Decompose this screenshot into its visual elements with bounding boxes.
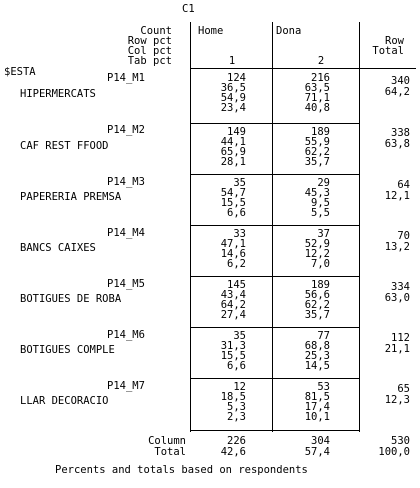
dona-row-pct: 56,6 (304, 289, 330, 301)
home-row-pct: 43,4 (220, 289, 246, 301)
row-code: P14_M5 (107, 278, 145, 290)
home-count: 35 (233, 177, 246, 189)
column-code-1: 1 (228, 55, 236, 67)
dona-tab-pct: 40,8 (304, 102, 330, 114)
row-rule (190, 378, 360, 379)
row-code: P14_M1 (107, 72, 145, 84)
home-row-pct: 47,1 (220, 238, 246, 250)
dona-row-pct: 63,5 (304, 82, 330, 94)
dona-row-pct: 68,8 (304, 340, 330, 352)
row-total-pct: 12,3 (384, 394, 410, 406)
row-total-count: 338 (391, 127, 410, 139)
stat-label-row-pct: Row pct (127, 35, 172, 47)
row-total-count: 340 (391, 75, 410, 87)
dona-count: 216 (311, 72, 330, 84)
home-row-pct: 54,7 (220, 187, 246, 199)
column-divider-middle (272, 22, 273, 432)
home-count: 35 (233, 330, 246, 342)
column-label-dona: Dona (276, 25, 302, 37)
dona-col-pct: 9,5 (311, 197, 330, 209)
grand-total: 530 (391, 435, 410, 447)
home-row-pct: 44,1 (220, 136, 246, 148)
dona-column-total: 304 (311, 435, 330, 447)
dona-count: 77 (317, 330, 330, 342)
row-total-pct: 63,8 (384, 138, 410, 150)
row-rule (190, 430, 360, 431)
dona-tab-pct: 35,7 (304, 156, 330, 168)
row-label: BOTIGUES DE ROBA (20, 293, 122, 305)
row-total-count: 70 (397, 230, 410, 242)
dona-col-pct: 25,3 (304, 350, 330, 362)
total-label: Total (154, 446, 186, 458)
row-total-label-1: Row (385, 35, 404, 47)
home-col-pct: 65,9 (220, 146, 246, 158)
dona-col-pct: 17,4 (304, 401, 330, 413)
grand-total-pct: 100,0 (378, 446, 410, 458)
home-tab-pct: 6,6 (227, 360, 246, 372)
dona-count: 37 (317, 228, 330, 240)
row-label: BANCS CAIXES (20, 242, 96, 254)
row-total-count: 64 (397, 179, 410, 191)
row-rule (190, 276, 360, 277)
dona-col-pct: 71,1 (304, 92, 330, 104)
dona-col-pct: 62,2 (304, 299, 330, 311)
home-row-pct: 36,5 (220, 82, 246, 94)
column-total-label: Column (148, 435, 186, 447)
row-label: LLAR DECORACIO (20, 395, 109, 407)
stat-label-col-pct: Col pct (127, 45, 172, 57)
home-col-pct: 15,5 (220, 197, 246, 209)
home-col-pct: 64,2 (220, 299, 246, 311)
column-code-2: 2 (317, 55, 325, 67)
row-rule (190, 327, 360, 328)
row-label: CAF REST FFOOD (20, 140, 109, 152)
home-column-pct: 42,6 (220, 446, 246, 458)
home-count: 145 (227, 279, 246, 291)
row-total-pct: 21,1 (384, 343, 410, 355)
row-code: P14_M6 (107, 329, 145, 341)
dona-row-pct: 55,9 (304, 136, 330, 148)
dona-count: 29 (317, 177, 330, 189)
dona-col-pct: 12,2 (304, 248, 330, 260)
row-code: P14_M4 (107, 227, 145, 239)
home-tab-pct: 6,6 (227, 207, 246, 219)
column-label-home: Home (198, 25, 224, 37)
stat-label-count: Count (140, 25, 172, 37)
row-code: P14_M2 (107, 124, 145, 136)
home-col-pct: 15,5 (220, 350, 246, 362)
row-total-pct: 13,2 (384, 241, 410, 253)
dona-col-pct: 62,2 (304, 146, 330, 158)
row-label: BOTIGUES COMPLE (20, 344, 115, 356)
home-tab-pct: 23,4 (220, 102, 246, 114)
home-col-pct: 54,9 (220, 92, 246, 104)
home-tab-pct: 6,2 (227, 258, 246, 270)
row-total-count: 65 (397, 383, 410, 395)
row-variable-name: $ESTA (4, 66, 36, 78)
home-col-pct: 5,3 (227, 401, 246, 413)
home-tab-pct: 27,4 (220, 309, 246, 321)
footnote: Percents and totals based on respondents (55, 464, 308, 476)
stat-label-tab-pct: Tab pct (127, 55, 172, 67)
row-total-pct: 64,2 (384, 86, 410, 98)
dona-count: 189 (311, 126, 330, 138)
home-row-pct: 31,3 (220, 340, 246, 352)
home-tab-pct: 28,1 (220, 156, 246, 168)
column-variable-name: C1 (182, 3, 195, 15)
dona-tab-pct: 10,1 (304, 411, 330, 423)
dona-column-pct: 57,4 (304, 446, 330, 458)
row-total-pct: 12,1 (384, 190, 410, 202)
row-total-count: 112 (391, 332, 410, 344)
row-label: HIPERMERCATS (20, 88, 96, 100)
dona-count: 53 (317, 381, 330, 393)
home-count: 12 (233, 381, 246, 393)
row-rule (190, 225, 360, 226)
dona-tab-pct: 5,5 (311, 207, 330, 219)
row-total-pct: 63,0 (384, 292, 410, 304)
header-rule (190, 68, 416, 69)
home-count: 149 (227, 126, 246, 138)
dona-tab-pct: 35,7 (304, 309, 330, 321)
dona-row-pct: 81,5 (304, 391, 330, 403)
home-count: 124 (227, 72, 246, 84)
home-tab-pct: 2,3 (227, 411, 246, 423)
dona-row-pct: 45,3 (304, 187, 330, 199)
home-row-pct: 18,5 (220, 391, 246, 403)
dona-tab-pct: 7,0 (311, 258, 330, 270)
home-column-total: 226 (227, 435, 246, 447)
home-col-pct: 14,6 (220, 248, 246, 260)
column-divider-right (359, 22, 360, 432)
row-code: P14_M3 (107, 176, 145, 188)
row-rule (190, 123, 360, 124)
column-divider-left (190, 22, 191, 432)
dona-count: 189 (311, 279, 330, 291)
row-total-label-2: Total (372, 45, 404, 57)
dona-row-pct: 52,9 (304, 238, 330, 250)
home-count: 33 (233, 228, 246, 240)
row-label: PAPERERIA PREMSA (20, 191, 122, 203)
row-code: P14_M7 (107, 380, 145, 392)
row-rule (190, 174, 360, 175)
dona-tab-pct: 14,5 (304, 360, 330, 372)
row-total-count: 334 (391, 281, 410, 293)
